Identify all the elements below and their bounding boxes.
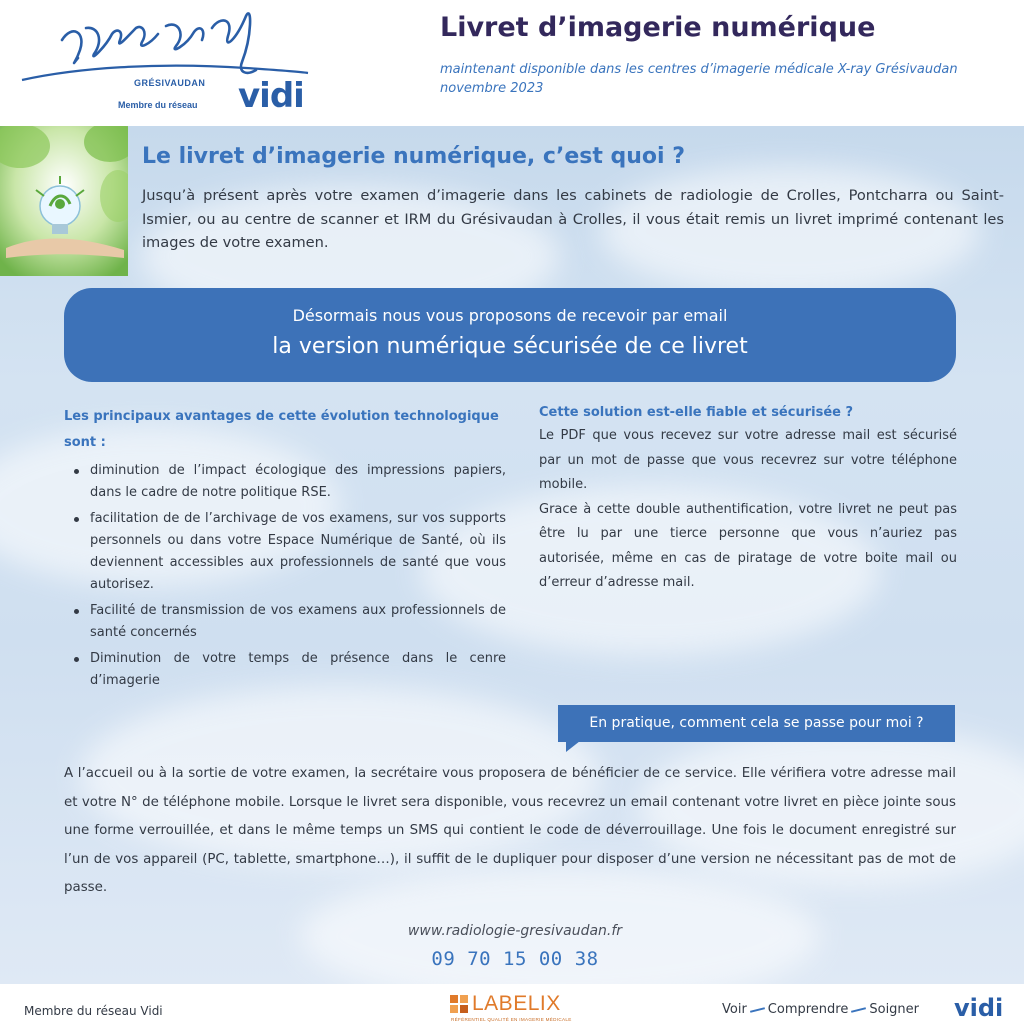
bullet-icon (74, 609, 79, 614)
list-item: facilitation de de l’archivage de vos examens, sur vos supports personnels ou dans votre Espace Numérique de Santé, où ils deviennent accessibles aux professionnels de santé que vous autorisez. (64, 508, 506, 596)
practice-question-bubble: En pratique, comment cela se passe pour moi ? (558, 705, 955, 742)
security-paragraph-2: Grace à cette double authentification, votre livret ne peut pas être lu par une tierce personne que vous n’auriez pas autorisée, même en cas de piratage de votre boite mail ou d’erreur d’adresse mail. (539, 501, 957, 590)
xray-logo[interactable] (16, 6, 316, 120)
banner-line-1: Désormais nous vous proposons de recevoir par email (292, 306, 728, 325)
speech-tail-icon (566, 741, 580, 752)
website-link[interactable]: www.radiologie-gresivaudan.fr (407, 923, 623, 939)
slogan-word: Voir (722, 1002, 747, 1017)
list-item: Diminution de votre temps de présence dans le cenre d’imagerie (64, 648, 506, 692)
phone-number[interactable]: 09 70 15 00 38 (431, 948, 599, 970)
bullet-icon (74, 517, 79, 522)
list-item: diminution de l’impact écologique des impressions papiers, dans le cadre de notre politique RSE. (64, 460, 506, 504)
slogan-word: Soigner (869, 1002, 920, 1017)
banner-line-2: la version numérique sécurisée de ce livret (272, 334, 748, 359)
bullet-icon (74, 657, 79, 662)
list-item: Facilité de transmission de vos examens aux professionnels de santé concernés (64, 600, 506, 644)
advantages-section (64, 404, 506, 696)
dash-icon (851, 1007, 866, 1013)
page-title: Livret d’imagerie numérique (440, 12, 876, 43)
intro-text: Jusqu’à présent après votre examen d’imagerie dans les cabinets de radiologie de Crolles, Pontcharra ou Saint-Ismier, ou au centre de scanner et IRM du Grésivaudan à Crolles, il vous était remis un livret imprimé contenant les images de votre examen. (142, 187, 1004, 251)
intro-heading: Le livret d’imagerie numérique, c’est quoi ? (142, 144, 686, 169)
logo-city: GRÉSIVAUDAN (134, 78, 206, 88)
footer-vidi-logo[interactable]: vidi (954, 994, 1004, 1022)
labelix-subtitle: RÉFÉRENTIEL QUALITÉ EN IMAGERIE MÉDICALE (451, 1017, 572, 1022)
advantages-heading: Les principaux avantages de cette évolution technologique sont : (64, 409, 499, 450)
logo-vidi: vidi (238, 76, 304, 116)
slogan-word: Comprendre (767, 1002, 849, 1017)
advantages-list (64, 460, 506, 692)
dash-icon (750, 1007, 765, 1013)
page-subtitle: maintenant disponible dans les centres d’imagerie médicale X-ray Grésivaudan novembre 2023 (440, 62, 958, 96)
footer-slogan (722, 1002, 919, 1017)
highlight-banner (64, 288, 956, 382)
security-section (539, 402, 957, 596)
logo-member-text: Membre du réseau (118, 100, 198, 110)
header (0, 0, 1024, 126)
practice-text: A l’accueil ou à la sortie de votre examen, la secrétaire vous proposera de bénéficier de ce service. Elle vérifiera votre adresse mail et votre N° de téléphone mobile. Lorsque le livret sera disponible, vous recevrez un email contenant votre livret en pièce jointe sous une forme verrouillée, et dans le même temps un SMS qui contient le code de déverrouillage. Une fois le document enregistré sur l’un de vos appareil (PC, tablette, smartphone…), il suffit de le dupliquer pour disposer d’une version ne nécessitant pas de mot de passe. (64, 766, 956, 896)
labelix-squares-icon (450, 993, 470, 1015)
footer-member-text: Membre du réseau Vidi (24, 1004, 163, 1018)
labelix-logo[interactable] (450, 993, 580, 1023)
security-heading: Cette solution est-elle fiable et sécurisée ? (539, 405, 854, 420)
eco-bulb-hand-icon (0, 126, 128, 276)
footer (0, 984, 1024, 1024)
labelix-name: LABELIX (472, 992, 561, 1015)
security-paragraph-1: Le PDF que vous recevez sur votre adresse mail est sécurisé par un mot de passe que vous recevrez sur votre téléphone mobile. (539, 428, 957, 492)
bullet-icon (74, 469, 79, 474)
